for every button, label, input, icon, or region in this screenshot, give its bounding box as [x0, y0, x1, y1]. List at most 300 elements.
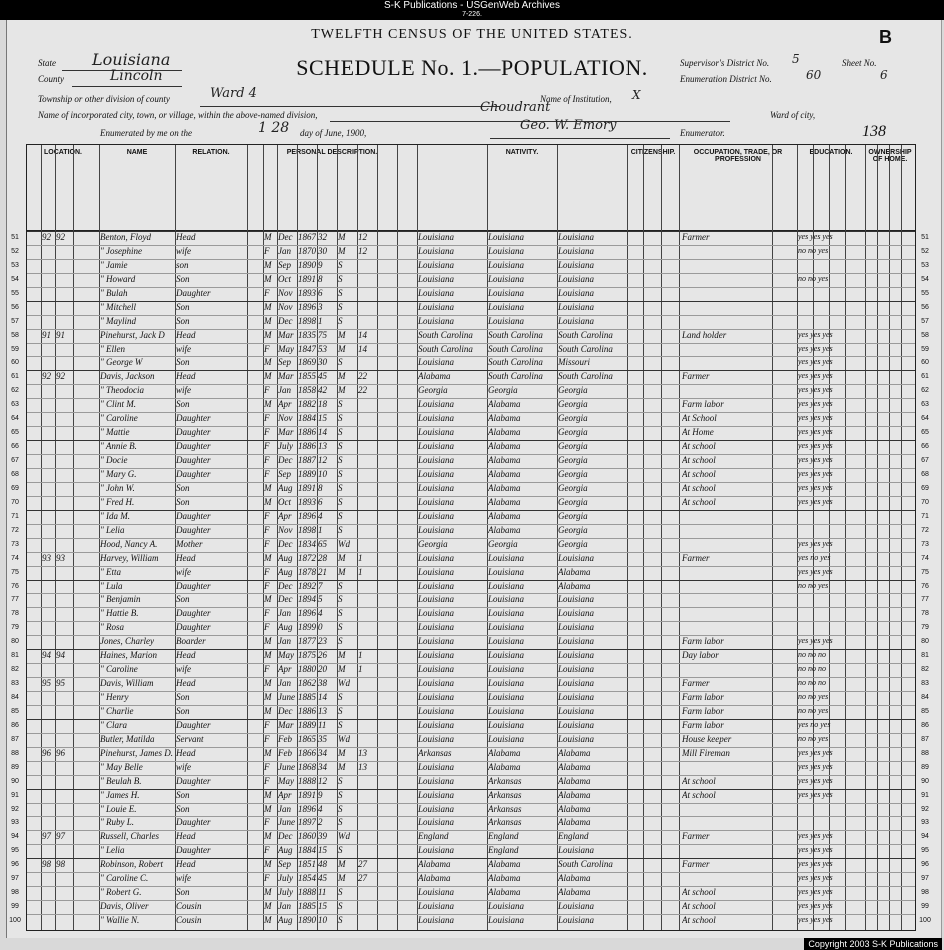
- birthplace: Louisiana: [418, 594, 455, 605]
- marital-status: M: [338, 859, 346, 870]
- education: yes yes yes: [798, 845, 833, 855]
- dwelling-number: 98: [42, 859, 51, 870]
- occupation: At Home: [682, 427, 714, 438]
- relation: Boarder: [176, 636, 206, 647]
- age: 4: [318, 510, 323, 521]
- row-number: 63: [11, 401, 19, 409]
- birth-month: Feb: [278, 733, 292, 744]
- education: yes yes yes: [798, 455, 833, 465]
- relation: Daughter: [176, 622, 211, 633]
- father-birthplace: Louisiana: [488, 664, 525, 675]
- occupation: Farmer: [682, 678, 710, 689]
- birth-month: Oct: [278, 273, 291, 284]
- occupation: At school: [682, 901, 716, 912]
- row-number: 58: [11, 331, 19, 339]
- birth-year: 1860: [298, 831, 316, 842]
- relation: Head: [176, 552, 196, 563]
- birth-month: Dec: [278, 538, 293, 549]
- mother-birthplace: Georgia: [558, 413, 588, 424]
- person-name: " Clara: [100, 719, 128, 730]
- birth-month: June: [278, 761, 295, 772]
- birthplace: Louisiana: [418, 761, 455, 772]
- occupation: Farmer: [682, 371, 710, 382]
- row-number-right: 86: [921, 721, 929, 729]
- father-birthplace: Louisiana: [488, 232, 525, 242]
- father-birthplace: Louisiana: [488, 287, 525, 298]
- marital-status: S: [338, 301, 343, 312]
- birth-month: Dec: [278, 594, 293, 605]
- birth-month: Jan: [278, 636, 291, 647]
- birth-year: 1893: [298, 287, 316, 298]
- row-number-right: 51: [921, 234, 929, 241]
- birth-year: 1893: [298, 496, 316, 507]
- age: 20: [318, 664, 327, 675]
- person-name: " Rosa: [100, 622, 125, 633]
- age: 35: [318, 733, 327, 744]
- birth-year: 1887: [298, 455, 316, 466]
- family-number: 96: [56, 747, 65, 758]
- relation: Servant: [176, 733, 204, 744]
- person-name: " Lula: [100, 580, 123, 591]
- mother-birthplace: Louisiana: [558, 232, 595, 242]
- person-name: Russell, Charles: [100, 831, 160, 842]
- education: yes yes yes: [798, 789, 833, 799]
- mother-birthplace: Georgia: [558, 385, 588, 396]
- relation: Daughter: [176, 427, 211, 438]
- occupation: Mill Fireman: [682, 747, 730, 758]
- marital-status: M: [338, 566, 346, 577]
- row-number-right: 90: [921, 777, 929, 785]
- row-number-right: 79: [921, 624, 929, 632]
- marital-status: S: [338, 608, 343, 619]
- mother-birthplace: Louisiana: [558, 733, 595, 744]
- relation: Cousin: [176, 901, 202, 912]
- marital-status: M: [338, 343, 346, 354]
- relation: Head: [176, 678, 196, 689]
- row-number: 52: [11, 247, 19, 255]
- father-birthplace: Louisiana: [488, 594, 525, 605]
- sex: M: [264, 859, 272, 870]
- age: 3: [318, 301, 323, 312]
- mother-birthplace: Louisiana: [558, 552, 595, 563]
- education: no no yes: [798, 273, 829, 283]
- person-name: Davis, William: [100, 678, 154, 689]
- father-birthplace: Arkansas: [488, 817, 522, 828]
- sex: F: [264, 468, 270, 479]
- marital-status: Wd: [338, 678, 350, 689]
- education: no no yes: [798, 705, 829, 715]
- age: 53: [318, 343, 327, 354]
- birthplace: Louisiana: [418, 636, 455, 647]
- copyright: Copyright 2003 S-K Publications: [804, 938, 942, 950]
- mother-birthplace: South Carolina: [558, 371, 613, 382]
- birthplace: Louisiana: [418, 622, 455, 633]
- enumerator-label: Enumerator.: [680, 128, 725, 138]
- birth-year: 1899: [298, 622, 316, 633]
- marital-status: S: [338, 496, 343, 507]
- marital-status: S: [338, 775, 343, 786]
- education: yes yes yes: [798, 496, 833, 506]
- birth-month: Sep: [278, 859, 291, 870]
- father-birthplace: Georgia: [488, 538, 518, 549]
- education: yes yes yes: [798, 636, 833, 646]
- birthplace: Louisiana: [418, 901, 455, 912]
- occupation: Farm labor: [682, 399, 724, 410]
- birth-month: Aug: [278, 622, 293, 633]
- birth-year: 1862: [298, 678, 316, 689]
- person-name: " Wallie N.: [100, 915, 140, 926]
- birthplace: Louisiana: [418, 915, 455, 926]
- sex: M: [264, 399, 272, 410]
- row-number-right: 84: [921, 694, 929, 702]
- enumerator-line: [490, 138, 670, 139]
- enumeration-date-value: 1 28: [258, 120, 290, 136]
- father-birthplace: Louisiana: [488, 915, 525, 926]
- father-birthplace: Louisiana: [488, 566, 525, 577]
- supervisor-label: Supervisor's District No.: [680, 58, 770, 68]
- father-birthplace: Arkansas: [488, 803, 522, 814]
- birth-year: 1889: [298, 468, 316, 479]
- row-number-right: 54: [921, 275, 929, 283]
- age: 15: [318, 901, 327, 912]
- row-number-right: 74: [921, 554, 929, 562]
- birth-month: Aug: [278, 482, 293, 493]
- father-birthplace: Alabama: [488, 468, 521, 479]
- occupation: At school: [682, 915, 716, 926]
- birthplace: Arkansas: [418, 747, 452, 758]
- mother-birthplace: Alabama: [558, 566, 591, 577]
- relation: Daughter: [176, 775, 211, 786]
- sex: F: [264, 664, 270, 675]
- person-name: Pinehurst, James D.: [100, 747, 173, 758]
- mother-birthplace: Louisiana: [558, 301, 595, 312]
- years-married: 1: [358, 664, 363, 675]
- education: no no yes: [798, 580, 829, 590]
- father-birthplace: Louisiana: [488, 719, 525, 730]
- birthplace: Alabama: [418, 859, 451, 870]
- person-name: " Bulah: [100, 287, 128, 298]
- marital-status: S: [338, 468, 343, 479]
- county-line: [72, 86, 182, 87]
- sex: M: [264, 315, 272, 326]
- row-number: 76: [11, 582, 19, 590]
- father-birthplace: Alabama: [488, 399, 521, 410]
- birth-month: Feb: [278, 747, 292, 758]
- birthplace: Louisiana: [418, 273, 455, 284]
- father-birthplace: England: [488, 845, 519, 856]
- sex: F: [264, 427, 270, 438]
- education: yes yes yes: [798, 538, 833, 548]
- birthplace: Louisiana: [418, 455, 455, 466]
- row-number-right: 66: [921, 443, 929, 451]
- person-name: " Josephine: [100, 245, 143, 256]
- age: 18: [318, 399, 327, 410]
- sex: F: [264, 385, 270, 396]
- family-number: 92: [56, 232, 65, 242]
- marital-status: S: [338, 427, 343, 438]
- marital-status: Wd: [338, 538, 350, 549]
- education: yes yes yes: [798, 761, 833, 771]
- age: 12: [318, 775, 327, 786]
- marital-status: S: [338, 789, 343, 800]
- row-number: 93: [11, 819, 19, 827]
- mother-birthplace: Louisiana: [558, 259, 595, 270]
- father-birthplace: Alabama: [488, 747, 521, 758]
- relation: wife: [176, 566, 191, 577]
- father-birthplace: Louisiana: [488, 733, 525, 744]
- birth-year: 1880: [298, 664, 316, 675]
- person-name: Harvey, William: [100, 552, 159, 563]
- birth-month: May: [278, 343, 294, 354]
- mother-birthplace: Missouri: [558, 357, 591, 368]
- mother-birthplace: Louisiana: [558, 664, 595, 675]
- occupation: Land holder: [682, 329, 727, 340]
- occupation: Farm labor: [682, 719, 724, 730]
- mother-birthplace: Alabama: [558, 817, 591, 828]
- father-birthplace: Louisiana: [488, 622, 525, 633]
- relation: Son: [176, 594, 190, 605]
- age: 34: [318, 747, 327, 758]
- family-number: 95: [56, 678, 65, 689]
- birthplace: Louisiana: [418, 315, 455, 326]
- row-number: 53: [11, 261, 19, 269]
- father-birthplace: Louisiana: [488, 259, 525, 270]
- row-number-right: 60: [921, 359, 929, 367]
- occupation: At school: [682, 887, 716, 898]
- row-number-right: 63: [921, 401, 929, 409]
- mother-birthplace: Louisiana: [558, 245, 595, 256]
- marital-status: S: [338, 259, 343, 270]
- birth-year: 1851: [298, 859, 316, 870]
- row-number: 60: [11, 359, 19, 367]
- education: yes yes yes: [798, 343, 833, 353]
- mother-birthplace: Alabama: [558, 789, 591, 800]
- person-name: " Fred H.: [100, 496, 135, 507]
- mother-birthplace: Louisiana: [558, 845, 595, 856]
- age: 45: [318, 873, 327, 884]
- father-birthplace: Alabama: [488, 859, 521, 870]
- education: yes yes yes: [798, 427, 833, 437]
- row-number-right: 58: [921, 331, 929, 339]
- row-number-right: 71: [921, 512, 929, 520]
- institution-value: X: [632, 88, 641, 102]
- row-number-right: 73: [921, 540, 929, 548]
- birth-year: 1867: [298, 232, 316, 242]
- person-name: " Annie B.: [100, 441, 137, 452]
- relation: wife: [176, 664, 191, 675]
- sex: F: [264, 761, 270, 772]
- mother-birthplace: Louisiana: [558, 622, 595, 633]
- birth-month: Aug: [278, 845, 293, 856]
- row-number-right: 72: [921, 526, 929, 534]
- dwelling-number: 91: [42, 329, 51, 340]
- birth-month: Dec: [278, 580, 293, 591]
- birthplace: Louisiana: [418, 259, 455, 270]
- sex: M: [264, 636, 272, 647]
- mother-birthplace: Alabama: [558, 803, 591, 814]
- birth-year: 1868: [298, 761, 316, 772]
- row-number: 94: [11, 833, 19, 841]
- mother-birthplace: South Carolina: [558, 859, 613, 870]
- birth-month: Jan: [278, 678, 291, 689]
- father-birthplace: Alabama: [488, 524, 521, 535]
- dwelling-number: 97: [42, 831, 51, 842]
- row-number-right: 80: [921, 638, 929, 646]
- person-name: Hood, Nancy A.: [100, 538, 158, 549]
- birth-year: 1878: [298, 566, 316, 577]
- row-number: 71: [11, 512, 19, 520]
- mother-birthplace: Louisiana: [558, 678, 595, 689]
- birth-year: 1858: [298, 385, 316, 396]
- age: 1: [318, 524, 323, 535]
- education: yes yes yes: [798, 747, 833, 757]
- relation: Daughter: [176, 441, 211, 452]
- mother-birthplace: Louisiana: [558, 315, 595, 326]
- occupation: At school: [682, 496, 716, 507]
- occupation: At school: [682, 482, 716, 493]
- mother-birthplace: Alabama: [558, 873, 591, 884]
- education: yes yes yes: [798, 399, 833, 409]
- birth-month: Dec: [278, 232, 293, 242]
- sex: M: [264, 650, 272, 661]
- person-name: " Ruby L.: [100, 817, 135, 828]
- relation: wife: [176, 385, 191, 396]
- father-birthplace: Louisiana: [488, 301, 525, 312]
- occupation: At school: [682, 789, 716, 800]
- marital-status: S: [338, 524, 343, 535]
- sex: M: [264, 259, 272, 270]
- age: 5: [318, 594, 323, 605]
- father-birthplace: Alabama: [488, 413, 521, 424]
- occupation: Farm labor: [682, 705, 724, 716]
- row-number-right: 95: [921, 847, 929, 855]
- relation: Daughter: [176, 468, 211, 479]
- person-name: " Ellen: [100, 343, 126, 354]
- person-name: Benton, Floyd: [100, 232, 151, 242]
- census-title: TWELFTH CENSUS OF THE UNITED STATES.: [311, 27, 633, 42]
- section-citizenship: CITIZENSHIP.: [630, 149, 676, 156]
- birth-month: Apr: [278, 664, 292, 675]
- sex: F: [264, 608, 270, 619]
- birth-year: 1891: [298, 789, 316, 800]
- mother-birthplace: South Carolina: [558, 343, 613, 354]
- sex: M: [264, 678, 272, 689]
- row-number: 84: [11, 694, 19, 702]
- relation: Head: [176, 859, 196, 870]
- dwelling-number: 93: [42, 552, 51, 563]
- relation: Son: [176, 496, 190, 507]
- marital-status: S: [338, 441, 343, 452]
- relation: Daughter: [176, 719, 211, 730]
- township-value: Ward 4: [210, 86, 257, 101]
- person-name: " Hattie B.: [100, 608, 139, 619]
- row-number-right: 92: [921, 805, 929, 813]
- age: 48: [318, 859, 327, 870]
- county-value: Lincoln: [110, 68, 163, 84]
- row-number: 92: [11, 805, 19, 813]
- occupation: Farmer: [682, 831, 710, 842]
- education: yes yes yes: [798, 371, 833, 381]
- marital-status: M: [338, 761, 346, 772]
- row-number: 64: [11, 415, 19, 423]
- mother-birthplace: Louisiana: [558, 636, 595, 647]
- education: yes no yes: [798, 552, 831, 562]
- age: 12: [318, 455, 327, 466]
- sex: M: [264, 915, 272, 926]
- sex: M: [264, 692, 272, 703]
- city-label: Name of incorporated city, town, or village, within the above-named division,: [38, 110, 318, 120]
- birth-month: July: [278, 887, 293, 898]
- row-number-right: 67: [921, 457, 929, 465]
- person-name: " Theodocia: [100, 385, 145, 396]
- marital-status: S: [338, 622, 343, 633]
- sex: M: [264, 789, 272, 800]
- age: 15: [318, 413, 327, 424]
- mother-birthplace: Louisiana: [558, 273, 595, 284]
- birthplace: Louisiana: [418, 817, 455, 828]
- birth-month: Jan: [278, 245, 291, 256]
- birth-year: 1896: [298, 608, 316, 619]
- birthplace: Louisiana: [418, 441, 455, 452]
- sex: M: [264, 329, 272, 340]
- row-number-right: 69: [921, 484, 929, 492]
- birth-month: Dec: [278, 831, 293, 842]
- age: 13: [318, 441, 327, 452]
- sheet-no-value: 6: [880, 68, 888, 82]
- sex: F: [264, 287, 270, 298]
- birth-year: 1890: [298, 259, 316, 270]
- father-birthplace: Louisiana: [488, 315, 525, 326]
- relation: Head: [176, 650, 196, 661]
- education: no no yes: [798, 245, 829, 255]
- person-name: Haines, Marion: [100, 650, 157, 661]
- sex: F: [264, 873, 270, 884]
- relation: Son: [176, 692, 190, 703]
- sex: F: [264, 845, 270, 856]
- row-number-right: 56: [921, 303, 929, 311]
- age: 42: [318, 385, 327, 396]
- marital-status: Wd: [338, 733, 350, 744]
- row-number: 86: [11, 721, 19, 729]
- age: 23: [318, 636, 327, 647]
- relation: Son: [176, 315, 190, 326]
- birthplace: Louisiana: [418, 510, 455, 521]
- birth-month: June: [278, 817, 295, 828]
- marital-status: S: [338, 482, 343, 493]
- birthplace: Louisiana: [418, 887, 455, 898]
- relation: Son: [176, 482, 190, 493]
- birth-year: 1865: [298, 733, 316, 744]
- section-nativity: NATIVITY.: [505, 149, 539, 156]
- birthplace: Alabama: [418, 873, 451, 884]
- marital-status: S: [338, 692, 343, 703]
- sex: F: [264, 817, 270, 828]
- birth-month: Nov: [278, 524, 293, 535]
- birth-year: 1884: [298, 413, 316, 424]
- person-name: " James H.: [100, 789, 140, 800]
- birthplace: Georgia: [418, 538, 448, 549]
- birth-year: 1866: [298, 747, 316, 758]
- county-label: County: [38, 74, 64, 84]
- relation: Son: [176, 705, 190, 716]
- marital-status: M: [338, 873, 346, 884]
- birthplace: Louisiana: [418, 524, 455, 535]
- birthplace: Louisiana: [418, 301, 455, 312]
- mother-birthplace: Georgia: [558, 510, 588, 521]
- family-number: 97: [56, 831, 65, 842]
- birth-month: July: [278, 873, 293, 884]
- person-name: " Beulah B.: [100, 775, 142, 786]
